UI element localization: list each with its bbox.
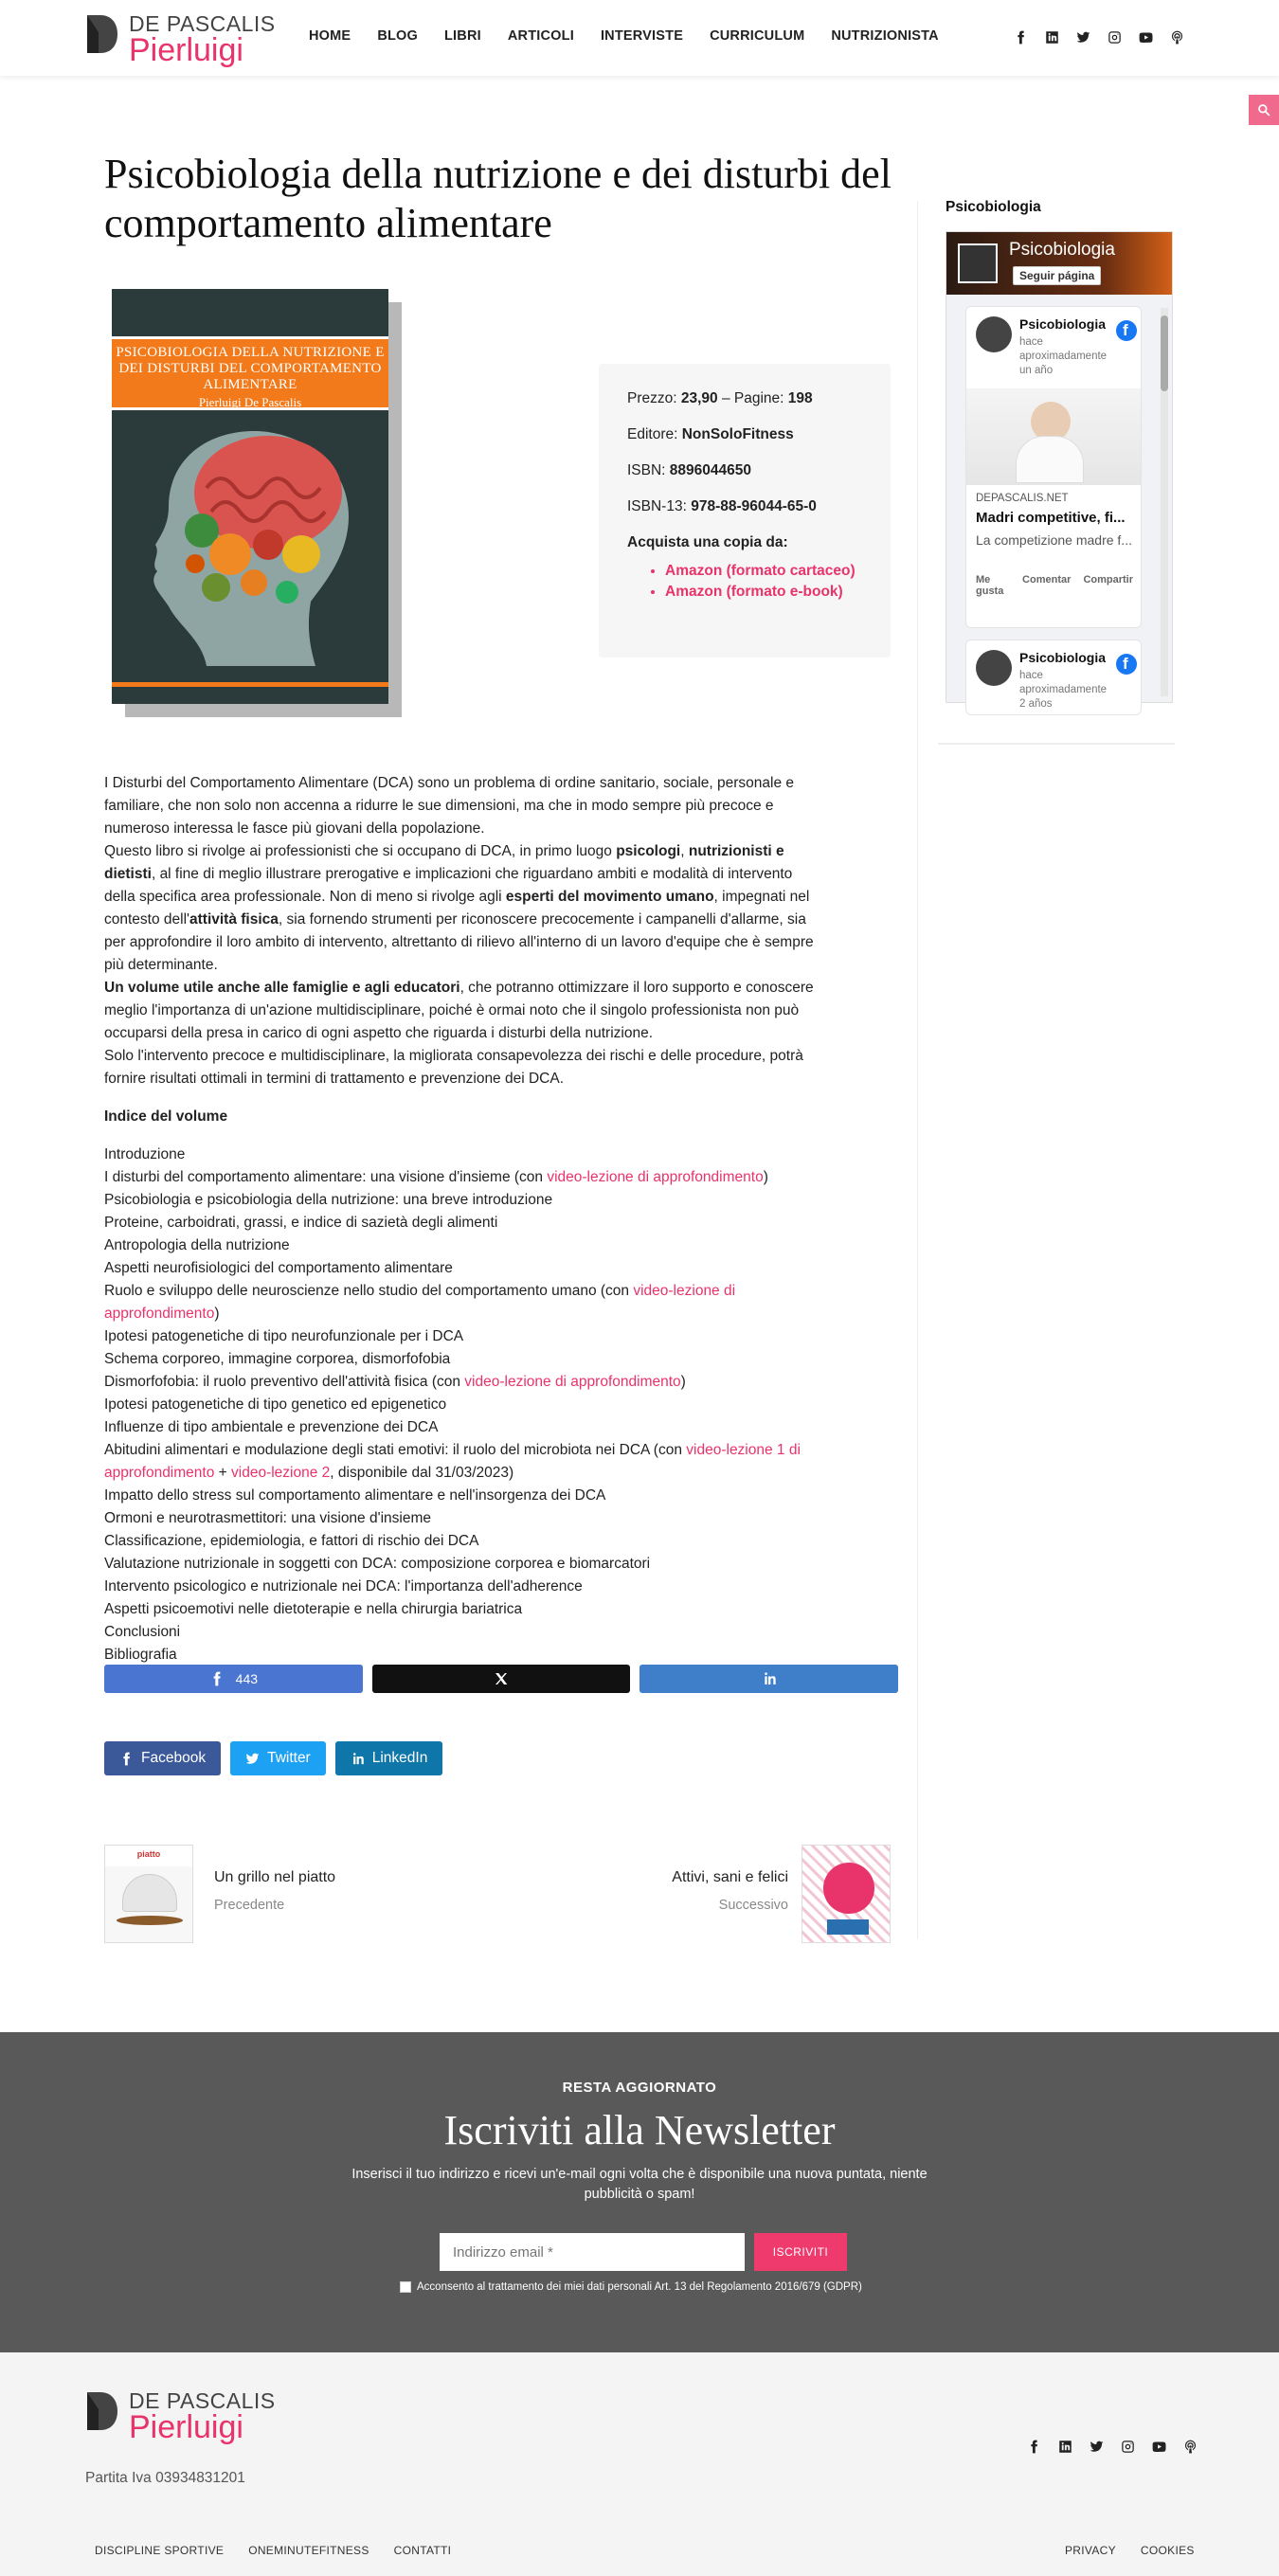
search-icon xyxy=(1257,103,1270,117)
logo-bottom-text: Pierluigi xyxy=(129,2409,243,2445)
list-item: Valutazione nutrizionale in soggetti con DCA: composizione corporea e biomarcatori xyxy=(104,1556,651,1572)
amazon-paper-link[interactable]: • Amazon (formato cartaceo) xyxy=(665,563,862,580)
fb-follow-button[interactable]: Seguir página xyxy=(1013,266,1101,285)
book-info-box xyxy=(599,364,891,658)
page-title: Psicobiologia della nutrizione e dei disturbi del comportamento alimentare xyxy=(104,151,892,246)
article-body xyxy=(104,772,824,1128)
podcast-icon[interactable] xyxy=(1168,28,1186,46)
page-avatar xyxy=(958,243,998,283)
list-item: I disturbi del comportamento alimentare: una visione d'insieme (con video-lezione di approfondimento) xyxy=(104,1169,768,1185)
instagram-icon[interactable] xyxy=(1106,28,1124,46)
article-paragraph-3: Un volume utile anche alle famiglie e agli educatori, che potranno ottimizzare il loro supporto e conoscere meglio l'importanza di un'azione multidisciplinare, poiché è ormai noto che il singolo professionista non può occuparsi della presa in carico di ogni aspetto che riguarda i disturbi della nutrizione. xyxy=(104,980,814,1041)
previous-post-thumbnail: piatto xyxy=(104,1845,193,1943)
list-item: Antropologia della nutrizione xyxy=(104,1237,290,1253)
facebook-icon[interactable] xyxy=(1025,2438,1043,2456)
buy-label: Acquista una copia da: xyxy=(627,534,788,550)
logo-mark-icon xyxy=(85,13,119,55)
newsletter-description: Inserisci il tuo indirizzo e ricevi un'e-mail ogni volta che è disponibile una nuova puntata, niente pubblicità o spam! xyxy=(351,2167,928,2202)
twitter-icon xyxy=(245,1752,260,1766)
x-logo-icon xyxy=(494,1671,509,1686)
twitter-icon[interactable] xyxy=(1088,2438,1106,2456)
list-item: Conclusioni xyxy=(104,1624,181,1640)
facebook-post: Psicobiologia hace aproximadamente un año f DEPASCALIS.NET Madri competitive, fi... La competizione madre f... Me gusta Comentar Compartir xyxy=(965,306,1142,628)
video-lesson-link[interactable]: video-lezione di approfondimento xyxy=(547,1169,764,1185)
linkedin-icon xyxy=(762,1671,777,1686)
logo-top-text: DE PASCALIS xyxy=(129,11,276,36)
publisher-value: NonSoloFitness xyxy=(681,426,794,442)
footer-link-contatti[interactable]: CONTATTI xyxy=(393,2544,452,2557)
buy-links xyxy=(665,563,862,601)
nav-blog[interactable]: BLOG xyxy=(377,28,418,44)
youtube-icon[interactable] xyxy=(1137,28,1155,46)
nav-curriculum[interactable]: CURRICULUM xyxy=(710,28,805,44)
logo-bottom-text: Pierluigi xyxy=(129,32,243,68)
list-item: Ruolo e sviluppo delle neuroscienze nello studio del comportamento umano (con video-lezione di approfondimento) xyxy=(104,1283,736,1322)
cover-bottom-stripe xyxy=(112,682,388,687)
video-lesson-1-link[interactable]: video-lezione 1 di approfondimento xyxy=(104,1442,801,1481)
list-item: Dismorfofobia: il ruolo preventivo dell'attività fisica (con video-lezione di approfondimento) xyxy=(104,1374,686,1390)
cover-author: Pierluigi De Pascalis xyxy=(198,395,302,409)
list-item: Ipotesi patogenetiche di tipo genetico ed epigenetico xyxy=(104,1396,447,1413)
post-image[interactable] xyxy=(966,388,1141,485)
subscribe-button[interactable]: ISCRIVITI xyxy=(754,2233,847,2271)
share-action[interactable]: Compartir xyxy=(1083,574,1133,585)
logo-mark-icon xyxy=(85,2390,119,2432)
cover-title: PSICOBIOLOGIA DELLA NUTRIZIONE E DEI DISTURBI DEL COMPORTAMENTO ALIMENTARE xyxy=(116,345,385,392)
linkedin-share-button[interactable] xyxy=(640,1665,898,1693)
sidebar-divider xyxy=(917,201,918,1939)
footer-link-cookies[interactable]: COOKIES xyxy=(1140,2544,1195,2557)
logo-top-text: DE PASCALIS xyxy=(129,2388,276,2413)
footer-link-privacy[interactable]: PRIVACY xyxy=(1065,2544,1116,2557)
newsletter-headline: Iscriviti alla Newsletter xyxy=(443,2107,836,2153)
list-item: Ormoni e neurotrasmettitori: una visione d'insieme xyxy=(104,1510,431,1526)
video-lesson-link[interactable]: video-lezione di approfondimento xyxy=(464,1374,681,1390)
index-heading: Indice del volume xyxy=(104,1108,228,1125)
previous-post-label: Precedente xyxy=(214,1898,285,1913)
facebook-icon xyxy=(119,1752,134,1766)
facebook-page-header xyxy=(946,232,1172,295)
avatar xyxy=(976,316,1012,352)
price-line: Prezzo: 23,90 – Pagine: 198 xyxy=(627,390,813,406)
avatar xyxy=(976,650,1012,686)
facebook-page-widget xyxy=(946,231,1173,710)
main-nav xyxy=(309,28,939,44)
widget-scrollbar[interactable] xyxy=(1161,308,1168,696)
instagram-icon[interactable] xyxy=(1119,2438,1137,2456)
email-field[interactable] xyxy=(440,2233,745,2271)
isbn13-line: ISBN-13: 978-88-96044-65-0 xyxy=(627,498,817,514)
youtube-icon[interactable] xyxy=(1150,2438,1168,2456)
article-paragraph-4: Solo l'intervento precoce e multidisciplinare, la migliorata consapevolezza dei rischi e delle procedure, potrà fornire risultati ottimali in termini di trattamento e prevenzione dei DCA. xyxy=(104,1048,803,1087)
list-item: Classificazione, epidemiologia, e fattori di rischio dei DCA xyxy=(104,1533,479,1549)
publisher-line: Editore: NonSoloFitness xyxy=(627,426,794,442)
nav-libri[interactable]: LIBRI xyxy=(444,28,481,44)
facebook-icon: f xyxy=(1116,320,1137,341)
fb-page-name[interactable]: Psicobiologia xyxy=(1009,240,1115,260)
list-item: Influenze di tipo ambientale e prevenzione dei DCA xyxy=(104,1419,439,1435)
x-share-button[interactable] xyxy=(372,1665,631,1693)
twitter-button[interactable]: Twitter xyxy=(230,1741,326,1775)
list-item: Abitudini alimentari e modulazione degli stati emotivi: il ruolo del microbiota nei DCA (con video-lezione 1 di approfondimento + video-lezione 2, disponibile dal 31/03/2023) xyxy=(104,1442,801,1481)
footer-logo[interactable] xyxy=(85,2388,294,2445)
sidebar-bottom-divider xyxy=(938,743,1175,745)
list-item: Bibliografia xyxy=(104,1647,177,1663)
cover-head-illustration-icon xyxy=(112,412,388,677)
list-item: Psicobiologia e psicobiologia della nutrizione: una breve introduzione xyxy=(104,1192,553,1208)
footer-link-discipline-sportive[interactable]: DISCIPLINE SPORTIVE xyxy=(95,2544,225,2557)
linkedin-icon[interactable] xyxy=(1056,2438,1074,2456)
list-item: Introduzione xyxy=(104,1146,186,1162)
social-share-buttons xyxy=(104,1741,442,1775)
facebook-share-button[interactable] xyxy=(104,1665,363,1693)
footer-social xyxy=(1025,2438,1199,2456)
next-post-title: Attivi, sani e felici xyxy=(672,1869,788,1885)
share-bar xyxy=(104,1665,898,1693)
list-item: Aspetti neurofisiologici del comportamento alimentare xyxy=(104,1260,453,1276)
nav-interviste[interactable]: INTERVISTE xyxy=(600,28,684,44)
linkedin-icon[interactable] xyxy=(1043,28,1061,46)
pages-value: 198 xyxy=(787,390,813,406)
book-cover-image xyxy=(112,289,388,704)
site-header xyxy=(0,0,1279,76)
isbn-line: ISBN: 8896044650 xyxy=(627,462,752,478)
linkedin-button[interactable]: LinkedIn xyxy=(335,1741,443,1775)
amazon-ebook-link[interactable]: • Amazon (formato e-book) xyxy=(665,584,862,601)
list-item: Impatto dello stress sul comportamento alimentare e nell'insorgenza dei DCA xyxy=(104,1487,606,1504)
site-footer xyxy=(0,2352,1279,2576)
isbn13-value: 978-88-96044-65-0 xyxy=(691,498,817,514)
newsletter-section xyxy=(0,2032,1279,2352)
article-paragraph-1: I Disturbi del Comportamento Alimentare (DCA) sono un problema di ordine sanitario, sociale, personale e familiare, che non solo non accenna a ridurre le sue dimensioni, ma che in modo sempre più precoce e numeroso interessa le fasce più giovani della popolazione. xyxy=(104,775,795,837)
facebook-icon: f xyxy=(1116,654,1137,675)
list-item: Aspetti psicoemotivi nelle dietoterapie e nella chirurgia bariatrica xyxy=(104,1601,523,1617)
footer-links-left xyxy=(95,2544,451,2557)
site-logo[interactable] xyxy=(85,11,294,68)
previous-post-title: Un grillo nel piatto xyxy=(214,1869,336,1885)
header-social xyxy=(1012,28,1186,46)
gdpr-consent xyxy=(400,2281,862,2293)
list-item: Schema corporeo, immagine corporea, dismorfofobia xyxy=(104,1351,451,1367)
list-item: Intervento psicologico e nutrizionale nei DCA: l'importanza dell'adherence xyxy=(104,1578,583,1594)
comment-action[interactable]: Comentar xyxy=(1022,574,1072,585)
footer-link-oneminutefitness[interactable]: ONEMINUTEFITNESS xyxy=(248,2544,369,2557)
list-item: Proteine, carboidrati, grassi, e indice di sazietà degli alimenti xyxy=(104,1215,498,1231)
newsletter-kicker: RESTA AGGIORNATO xyxy=(562,2080,717,2096)
table-of-contents xyxy=(104,1144,824,1666)
nav-home[interactable]: HOME xyxy=(309,28,351,44)
footer-links-right xyxy=(1065,2544,1195,2557)
linkedin-icon xyxy=(351,1752,365,1766)
isbn-value: 8896044650 xyxy=(669,462,752,478)
sidebar-widget-title: Psicobiologia xyxy=(946,199,1041,215)
video-lesson-2-link[interactable]: video-lezione 2 xyxy=(231,1465,331,1481)
list-item: Ipotesi patogenetiche di tipo neurofunzionale per i DCA xyxy=(104,1328,464,1344)
facebook-share-count: 443 xyxy=(235,1671,259,1686)
nav-articoli[interactable]: ARTICOLI xyxy=(507,28,574,44)
facebook-icon[interactable] xyxy=(1012,28,1030,46)
twitter-icon[interactable] xyxy=(1074,28,1092,46)
next-post-thumbnail xyxy=(802,1845,891,1943)
podcast-icon[interactable] xyxy=(1181,2438,1199,2456)
consent-label: Acconsento al trattamento dei miei dati personali Art. 13 del Regolamento 2016/679 (GDPR) xyxy=(417,2281,862,2293)
facebook-button[interactable]: Facebook xyxy=(104,1741,221,1775)
like-action[interactable]: Me gusta xyxy=(976,574,1004,597)
vat-number: Partita Iva 03934831201 xyxy=(85,2470,245,2486)
facebook-icon xyxy=(209,1671,225,1686)
facebook-post: Psicobiologia hace aproximadamente 2 años f xyxy=(965,639,1142,715)
price-value: 23,90 xyxy=(680,390,718,406)
consent-checkbox[interactable] xyxy=(400,2281,411,2293)
cover-title-band xyxy=(112,336,388,410)
nav-nutrizionista[interactable]: NUTRIZIONISTA xyxy=(831,28,939,44)
next-post-label: Successivo xyxy=(718,1898,788,1913)
article-paragraph-2: Questo libro si rivolge ai professionisti che si occupano di DCA, in primo luogo psicologi, nutrizionisti e dietisti, al fine di meglio illustrare prerogative e implicazioni che riguardano ambiti e modalità di intervento della specifica area professionale. Non di meno si rivolge agli esperti del movimento umano, impegnati nel contesto dell'attività fisica, sia fornendo strumenti per riconoscere precocemente i campanelli d'allarme, sia per approfondire il loro ambito di intervento, altrettanto di rilievo all'interno di un lavoro d'equipe che è sempre più determinante. xyxy=(104,843,814,973)
video-lesson-link[interactable]: video-lezione di approfondimento xyxy=(104,1283,736,1322)
search-toggle-button[interactable] xyxy=(1249,95,1279,125)
